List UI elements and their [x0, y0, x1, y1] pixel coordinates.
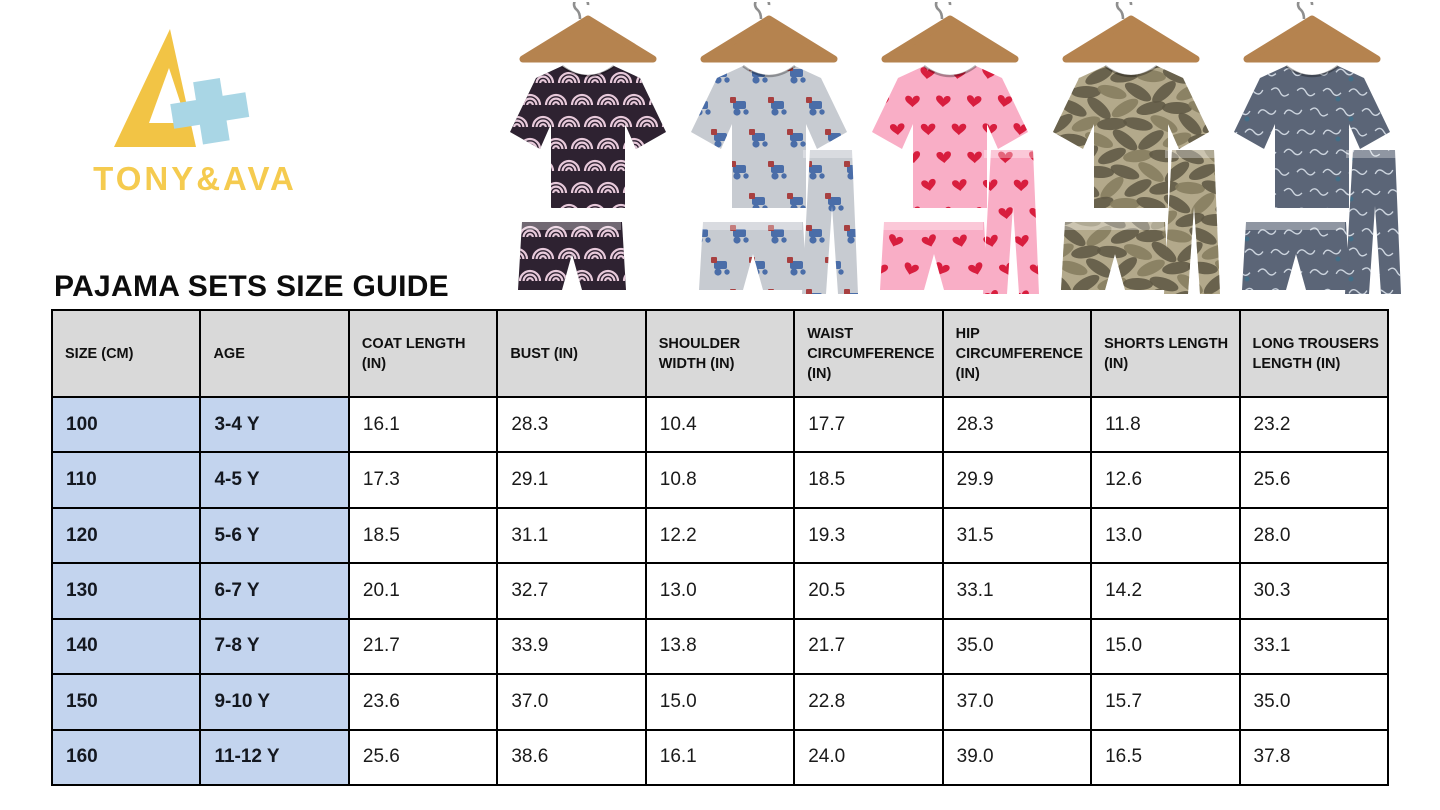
- product-photo-camo-print-pajama-set: [1041, 2, 1222, 302]
- size-cell: 130: [52, 563, 200, 618]
- column-header: COAT LENGTH (IN): [349, 310, 497, 397]
- size-cell: 100: [52, 397, 200, 452]
- measure-cell: 20.5: [794, 563, 942, 618]
- table-row: [52, 563, 1388, 618]
- age-cell: 7-8 Y: [200, 619, 348, 674]
- column-header: WAIST CIRCUMFERENCE (IN): [794, 310, 942, 397]
- measure-cell: 24.0: [794, 730, 942, 785]
- measure-cell: 20.1: [349, 563, 497, 618]
- brand-logo-icon: [80, 16, 320, 156]
- measure-cell: 33.1: [1240, 619, 1389, 674]
- column-header: AGE: [200, 310, 348, 397]
- measure-cell: 32.7: [497, 563, 645, 618]
- measure-cell: 12.6: [1091, 452, 1239, 507]
- measure-cell: 21.7: [794, 619, 942, 674]
- measure-cell: 12.2: [646, 508, 794, 563]
- logo-a-shape: [114, 29, 196, 147]
- measure-cell: 31.1: [497, 508, 645, 563]
- measure-cell: 15.0: [646, 674, 794, 729]
- measure-cell: 23.6: [349, 674, 497, 729]
- measure-cell: 28.3: [497, 397, 645, 452]
- column-header: HIP CIRCUMFERENCE (IN): [943, 310, 1091, 397]
- column-header: SHORTS LENGTH (IN): [1091, 310, 1239, 397]
- product-photo-sketch-print-pajama-set: [1222, 2, 1403, 302]
- product-photo-rainbow-print-pajama-set: [498, 2, 679, 302]
- measure-cell: 22.8: [794, 674, 942, 729]
- size-cell: 150: [52, 674, 200, 729]
- size-cell: 120: [52, 508, 200, 563]
- table-row: [52, 730, 1388, 785]
- measure-cell: 10.8: [646, 452, 794, 507]
- measure-cell: 25.6: [349, 730, 497, 785]
- table-row: [52, 397, 1388, 452]
- measure-cell: 16.5: [1091, 730, 1239, 785]
- size-table-body: [52, 397, 1388, 785]
- age-cell: 5-6 Y: [200, 508, 348, 563]
- age-cell: 11-12 Y: [200, 730, 348, 785]
- measure-cell: 31.5: [943, 508, 1091, 563]
- measure-cell: 15.0: [1091, 619, 1239, 674]
- measure-cell: 35.0: [943, 619, 1091, 674]
- brand-wordmark: TONY&AVA: [93, 160, 297, 197]
- measure-cell: 28.0: [1240, 508, 1389, 563]
- table-row: [52, 452, 1388, 507]
- age-cell: 3-4 Y: [200, 397, 348, 452]
- measure-cell: 28.3: [943, 397, 1091, 452]
- measure-cell: 15.7: [1091, 674, 1239, 729]
- size-table: [51, 309, 1389, 786]
- column-header: SHOULDER WIDTH (IN): [646, 310, 794, 397]
- size-table-header: [52, 310, 1388, 397]
- size-cell: 110: [52, 452, 200, 507]
- measure-cell: 39.0: [943, 730, 1091, 785]
- measure-cell: 37.0: [943, 674, 1091, 729]
- measure-cell: 17.7: [794, 397, 942, 452]
- measure-cell: 30.3: [1240, 563, 1389, 618]
- column-header: BUST (IN): [497, 310, 645, 397]
- age-cell: 9-10 Y: [200, 674, 348, 729]
- measure-cell: 23.2: [1240, 397, 1389, 452]
- measure-cell: 33.1: [943, 563, 1091, 618]
- measure-cell: 14.2: [1091, 563, 1239, 618]
- measure-cell: 21.7: [349, 619, 497, 674]
- size-cell: 140: [52, 619, 200, 674]
- measure-cell: 13.0: [646, 563, 794, 618]
- measure-cell: 18.5: [794, 452, 942, 507]
- header-row: [52, 310, 1388, 397]
- measure-cell: 37.8: [1240, 730, 1389, 785]
- measure-cell: 13.0: [1091, 508, 1239, 563]
- product-gallery: [498, 2, 1403, 304]
- measure-cell: 35.0: [1240, 674, 1389, 729]
- page-title: PAJAMA SETS SIZE GUIDE: [54, 270, 449, 304]
- measure-cell: 29.9: [943, 452, 1091, 507]
- table-row: [52, 508, 1388, 563]
- measure-cell: 33.9: [497, 619, 645, 674]
- measure-cell: 29.1: [497, 452, 645, 507]
- age-cell: 4-5 Y: [200, 452, 348, 507]
- measure-cell: 17.3: [349, 452, 497, 507]
- column-header: SIZE (CM): [52, 310, 200, 397]
- product-photo-tractor-print-pajama-set: [679, 2, 860, 302]
- measure-cell: 25.6: [1240, 452, 1389, 507]
- table-row: [52, 619, 1388, 674]
- measure-cell: 37.0: [497, 674, 645, 729]
- measure-cell: 19.3: [794, 508, 942, 563]
- measure-cell: 13.8: [646, 619, 794, 674]
- measure-cell: 16.1: [646, 730, 794, 785]
- age-cell: 6-7 Y: [200, 563, 348, 618]
- measure-cell: 10.4: [646, 397, 794, 452]
- product-photo-heart-print-pajama-set: [860, 2, 1041, 302]
- measure-cell: 18.5: [349, 508, 497, 563]
- size-cell: 160: [52, 730, 200, 785]
- column-header: LONG TROUSERS LENGTH (IN): [1240, 310, 1389, 397]
- measure-cell: 38.6: [497, 730, 645, 785]
- measure-cell: 16.1: [349, 397, 497, 452]
- measure-cell: 11.8: [1091, 397, 1239, 452]
- table-row: [52, 674, 1388, 729]
